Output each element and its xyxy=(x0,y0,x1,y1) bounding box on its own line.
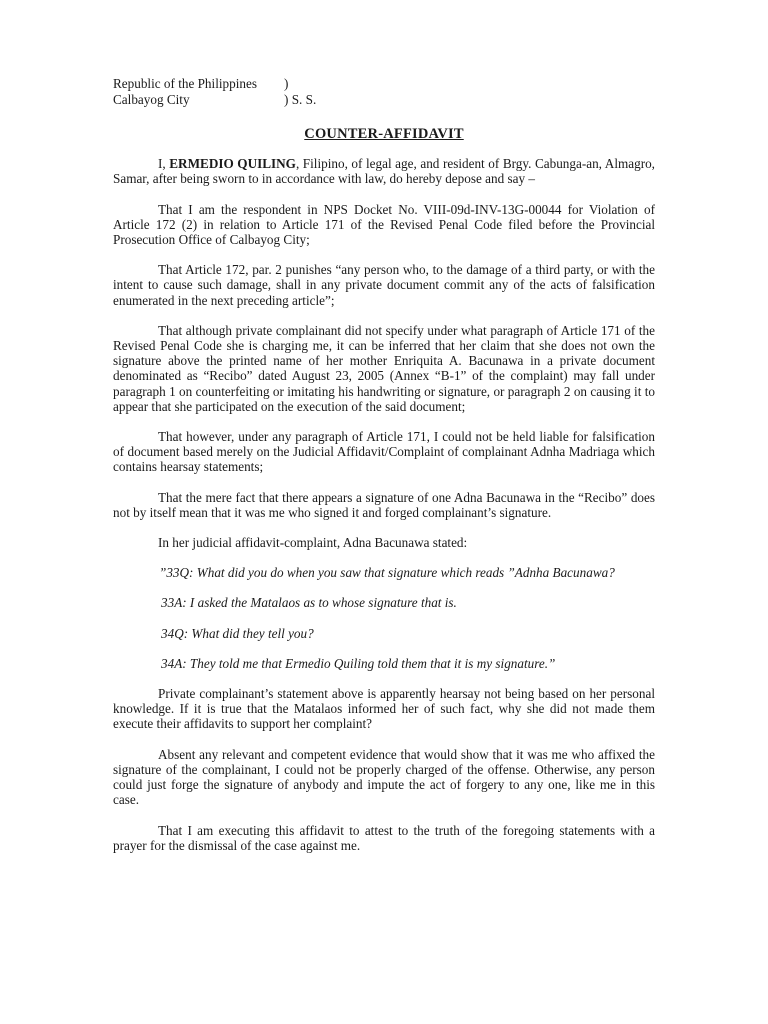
paragraph-personal-knowledge: Private complainant’s statement above is apparently hearsay not being based on her personal knowledge. If it is true that the Matalaos informed her of such fact, why she did not made them execute their affidavits to support her complaint? xyxy=(113,686,655,732)
intro-paragraph xyxy=(113,156,655,186)
document-title: COUNTER-AFFIDAVIT xyxy=(304,126,464,142)
intro-rest: , Filipino, of legal age, and resident of Brgy. Cabunga-an, Almagro, Samar, after being sworn to in accordance with law, do hereby depose and say – xyxy=(113,156,655,187)
affidavit-page xyxy=(113,76,655,868)
venue-city: Calbayog City xyxy=(113,91,190,107)
venue-line-1 xyxy=(113,76,655,92)
paragraph-stated: In her judicial affidavit-complaint, Adna Bacunawa stated: xyxy=(158,535,468,551)
venue-republic: Republic of the Philippines xyxy=(113,76,257,91)
quote-34q: 34Q: What did they tell you? xyxy=(161,625,314,641)
paragraph-prayer: That I am executing this affidavit to attest to the truth of the foregoing statements with a prayer for the dismissal of the case against me. xyxy=(113,822,655,853)
venue-block xyxy=(113,76,655,107)
quote-33q: ”33Q: What did you do when you saw that signature which reads ”Adnha Bacunawa? xyxy=(159,565,615,581)
paragraph-article-171: That although private complainant did not specify under what paragraph of Article 171 of the Revised Penal Code she is charging me, it can be inferred that her claim that she does not own the signature above the printed name of her mother Enriquita A. Bacunawa in a private document denominated as “Recibo” dated August 23, 2005 (Annex “B-1” of the complaint) may fall under paragraph 1 on counterfeiting or imitating his handwriting or signature, or paragraph 2 on causing it to appear that she participated on the execution of the said document; xyxy=(113,322,655,414)
paragraph-article-172: That Article 172, par. 2 punishes “any person who, to the damage of a third party, or with the intent to cause such damage, shall in any private document commit any of the acts of falsification enumerated in the next preceding article”; xyxy=(113,262,655,308)
affiant-name: ERMEDIO QUILING xyxy=(169,156,296,172)
quote-33a: 33A: I asked the Matalaos as to whose signature that is. xyxy=(161,595,457,611)
venue-line-2 xyxy=(113,92,655,108)
paragraph-recibo: That the mere fact that there appears a signature of one Adna Bacunawa in the “Recibo” does not by itself mean that it was me who signed it and forged complainant’s signature. xyxy=(113,489,655,520)
venue-bracket: ) xyxy=(284,76,289,91)
venue-ss: ) S. S. xyxy=(284,91,317,107)
paragraph-hearsay: That however, under any paragraph of Article 171, I could not be held liable for falsification of document based merely on the Judicial Affidavit/Complaint of complainant Adnha Madriaga which contains hearsay statements; xyxy=(113,429,655,475)
paragraph-respondent: That I am the respondent in NPS Docket No. VIII-09d-INV-13G-00044 for Violation of Article 172 (2) in relation to Article 171 of the Revised Penal Code filed before the Provincial Prosecution Office of Calbayog City; xyxy=(113,201,655,248)
paragraph-absent-evidence: Absent any relevant and competent evidence that would show that it was me who affixed the signature of the complainant, I could not be properly charged of the offense. Otherwise, any person could just forge the signature of anybody and impute the act of forgery to any one, like me in this case. xyxy=(113,746,655,808)
intro-prefix: I, xyxy=(158,156,170,172)
quote-34a: 34A: They told me that Ermedio Quiling told them that it is my signature.” xyxy=(161,655,556,671)
